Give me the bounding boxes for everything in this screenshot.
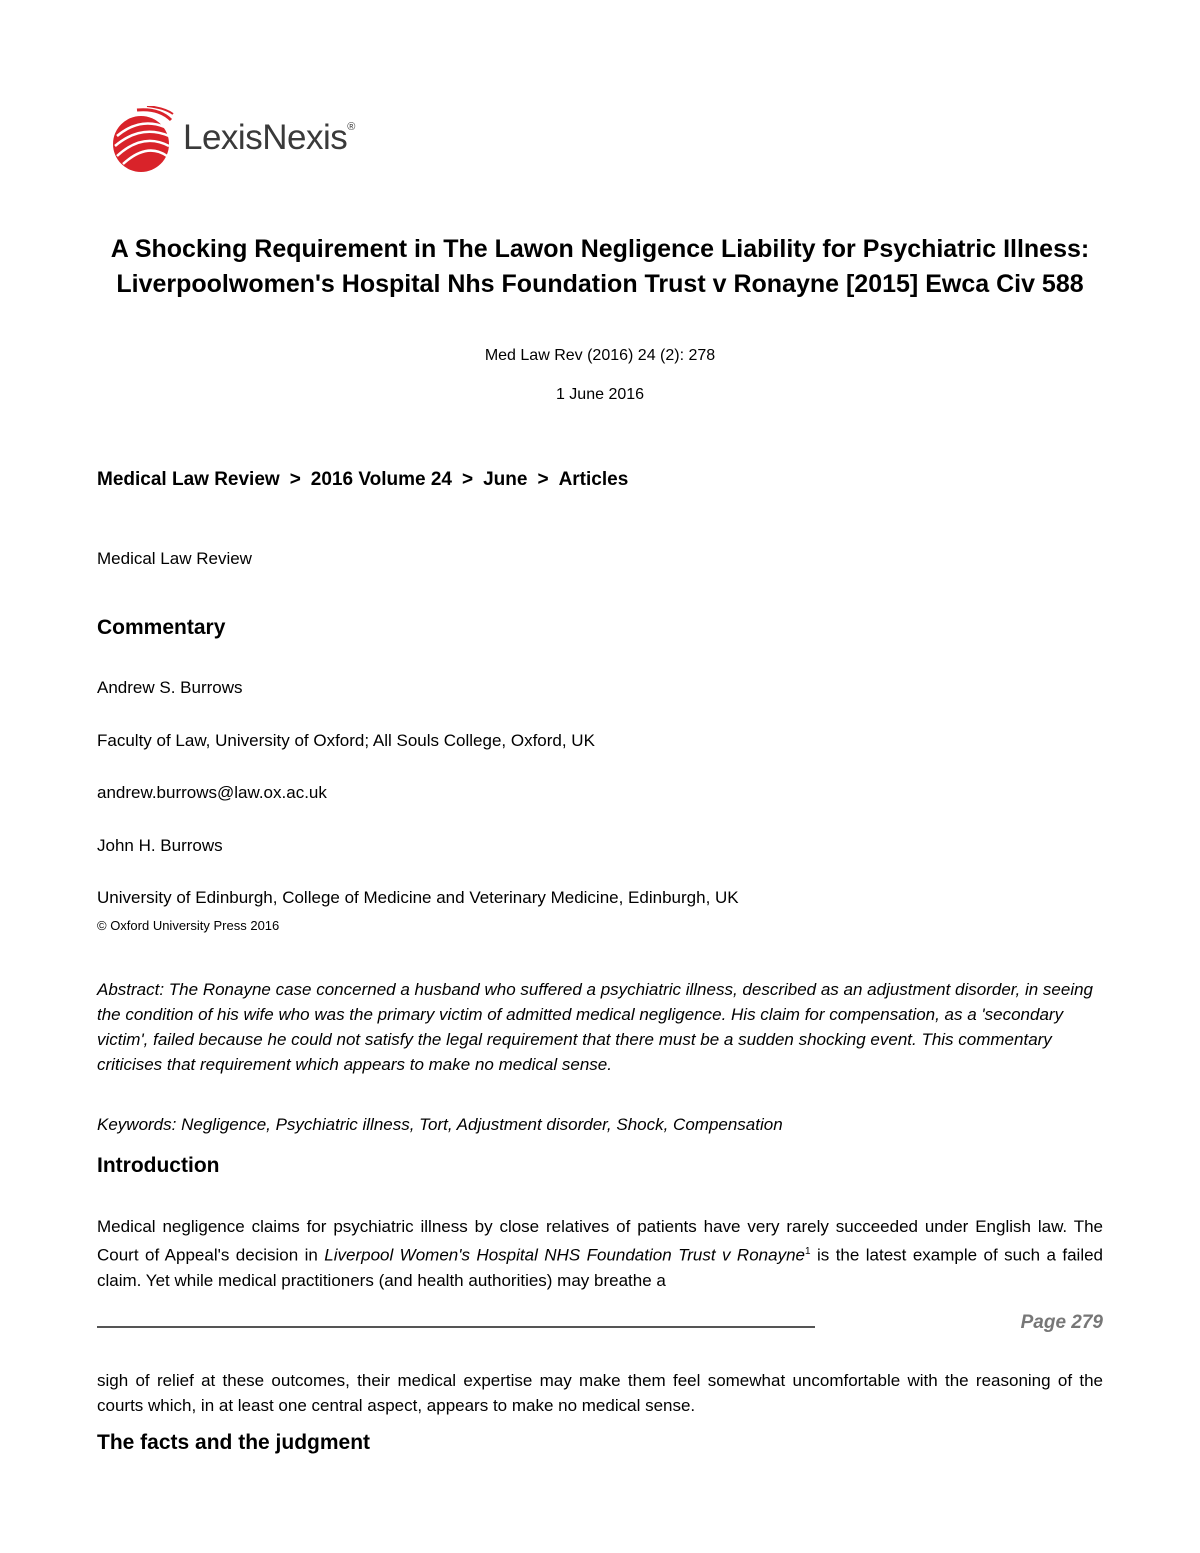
lexisnexis-logo <box>107 104 407 184</box>
page-break <box>97 1312 1103 1340</box>
abstract: Abstract: The Ronayne case concerned a husband who suffered a psychiatric illness, described as an adjustment disorder, in seeing the condition of his wife who was the primary victim of admitted medical negligence. His claim for compensation, as a 'secondary victim', failed because he could not satisfy the legal requirement that there must be a sudden shocking event. This commentary criticises that requirement which appears to make no medical sense. <box>97 980 1094 1074</box>
breadcrumb-item-articles[interactable]: Articles <box>558 469 629 490</box>
breadcrumb-separator: > <box>537 469 549 490</box>
journal-name: Medical Law Review <box>97 549 252 568</box>
body-paragraph: sigh of relief at these outcomes, their medical expertise may make them feel somewhat uncomfortable with the reasoning of the courts which, in at least one central aspect, appears to make no medical sense. <box>97 1371 1103 1415</box>
breadcrumb-separator: > <box>289 469 301 490</box>
breadcrumb <box>97 469 628 491</box>
author-name: Andrew S. Burrows <box>97 678 243 697</box>
keywords: Keywords: Negligence, Psychiatric illness, Tort, Adjustment disorder, Shock, Compensation <box>97 1115 783 1134</box>
lexisnexis-wordmark: LexisNexis® <box>183 118 355 157</box>
case-name: Liverpool Women's Hospital NHS Foundation Trust v Ronayne <box>324 1245 805 1265</box>
publication-date: 1 June 2016 <box>555 386 645 403</box>
copyright-notice: © Oxford University Press 2016 <box>97 918 280 933</box>
author-affiliation: University of Edinburgh, College of Medicine and Veterinary Medicine, Edinburgh, UK <box>97 888 739 907</box>
section-heading-commentary: Commentary <box>97 616 226 639</box>
citation: Med Law Rev (2016) 24 (2): 278 <box>484 347 716 364</box>
author-name: John H. Burrows <box>97 836 223 855</box>
breadcrumb-item-journal[interactable]: Medical Law Review <box>97 469 280 490</box>
page-break-rule <box>97 1326 815 1328</box>
author-affiliation: Faculty of Law, University of Oxford; All Souls College, Oxford, UK <box>97 731 595 750</box>
section-heading-introduction: Introduction <box>97 1154 220 1177</box>
section-heading-facts: The facts and the judgment <box>97 1431 371 1454</box>
page-number: Page 279 <box>1020 1312 1103 1333</box>
breadcrumb-separator: > <box>461 469 474 490</box>
lexisnexis-globe-icon <box>107 106 177 176</box>
body-paragraph: Medical negligence claims for psychiatric illness by close relatives of patients have very rarely succeeded under English law. The Court of Appeal's decision in Liverpool Women's Hospital NHS Foundation Trust v Ronayne$^1$ is the latest example of such a failed claim. Yet while medical practitioners (and health authorities) may breathe a <box>97 1217 1104 1290</box>
breadcrumb-item-month[interactable]: June <box>483 469 528 490</box>
article-title: A Shocking Requirement in The Lawon Negligence Liability for Psychiatric Illness: Liverpoolwomen's Hospital Nhs Foundation Trust v Ronayne [2015] Ewca Civ 588 <box>110 235 1090 298</box>
author-email[interactable]: andrew.burrows@law.ox.ac.uk <box>97 783 327 802</box>
footnote-ref[interactable]: 1 <box>805 1246 811 1257</box>
breadcrumb-item-volume[interactable]: 2016 Volume 24 <box>310 469 452 490</box>
